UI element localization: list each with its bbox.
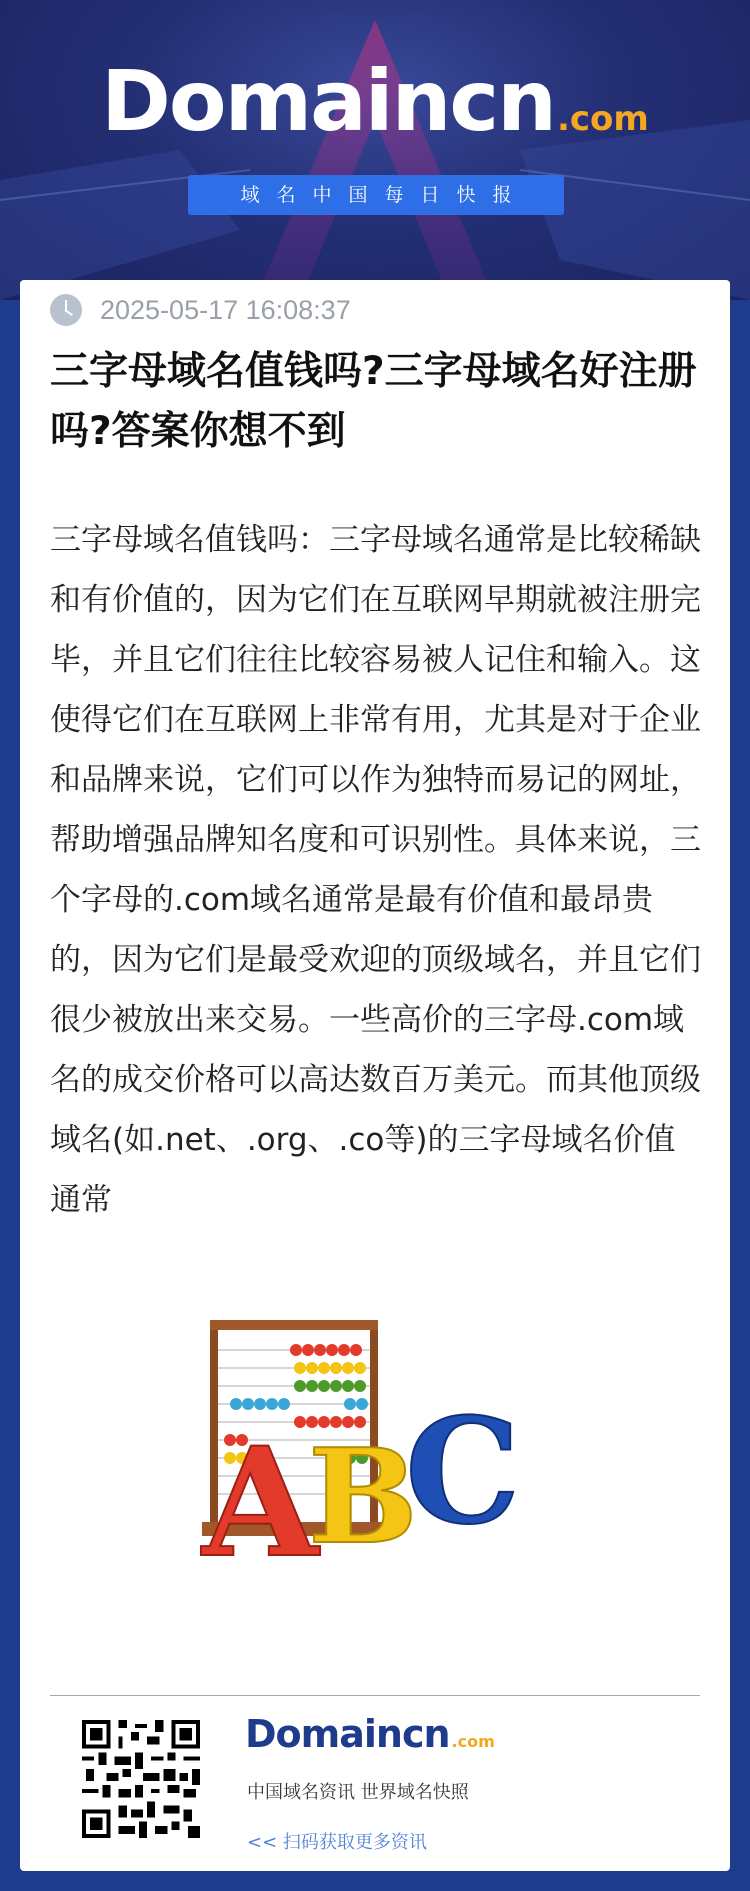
footer-scan-link[interactable]: << 扫码获取更多资讯 [247, 1832, 427, 1853]
letter-c-graphic: C [405, 1387, 521, 1557]
article-datetime: 2025-05-17 16:08:37 [100, 294, 351, 325]
footer-logo[interactable] [245, 1712, 495, 1756]
header-logo[interactable] [0, 52, 750, 150]
abacus-frame-top [210, 1320, 378, 1330]
letter-b-graphic: B [308, 1420, 418, 1570]
footer-slogan: 中国域名资讯 世界域名快照 [247, 1782, 469, 1803]
clock-icon [50, 294, 82, 326]
article-card [20, 280, 730, 1871]
letter-a-graphic: A [202, 1415, 319, 1570]
header-banner [0, 0, 750, 300]
footer-divider [50, 1695, 700, 1696]
footer-logo-main: Domaincn [245, 1712, 450, 1756]
qr-code-image[interactable] [82, 1720, 200, 1838]
header-background-graphic [0, 0, 750, 300]
logo-main-text: Domaincn [101, 52, 555, 150]
abacus-abc-illustration [200, 1310, 600, 1570]
header-tagline: 域名中国每日快报 [188, 175, 564, 215]
footer-logo-tld: .com [451, 1732, 495, 1751]
logo-tld-text: .com [556, 99, 649, 139]
article-title: 三字母域名值钱吗?三字母域名好注册吗?答案你想不到 [50, 349, 697, 454]
article-body: 三字母域名值钱吗：三字母域名通常是比较稀缺和有价值的，因为它们在互联网早期就被注册完毕，并且它们往往比较容易被人记住和输入。这使得它们在互联网上非常有用，尤其是对于企业和品牌来说，它们可以作为独特而易记的网址，帮助增强品牌知名度和可识别性。具体来说，三个字母的.com域名通常是最有价值和最昂贵的，因为它们是最受欢迎的顶级域名，并且它们很少被放出来交易。一些高价的三字母.com域名的成交价格可以高达数百万美元。而其他顶级域名(如.net、.org、.co等)的三字母域名价值通常 [50, 522, 701, 1218]
article-meta [50, 290, 351, 330]
